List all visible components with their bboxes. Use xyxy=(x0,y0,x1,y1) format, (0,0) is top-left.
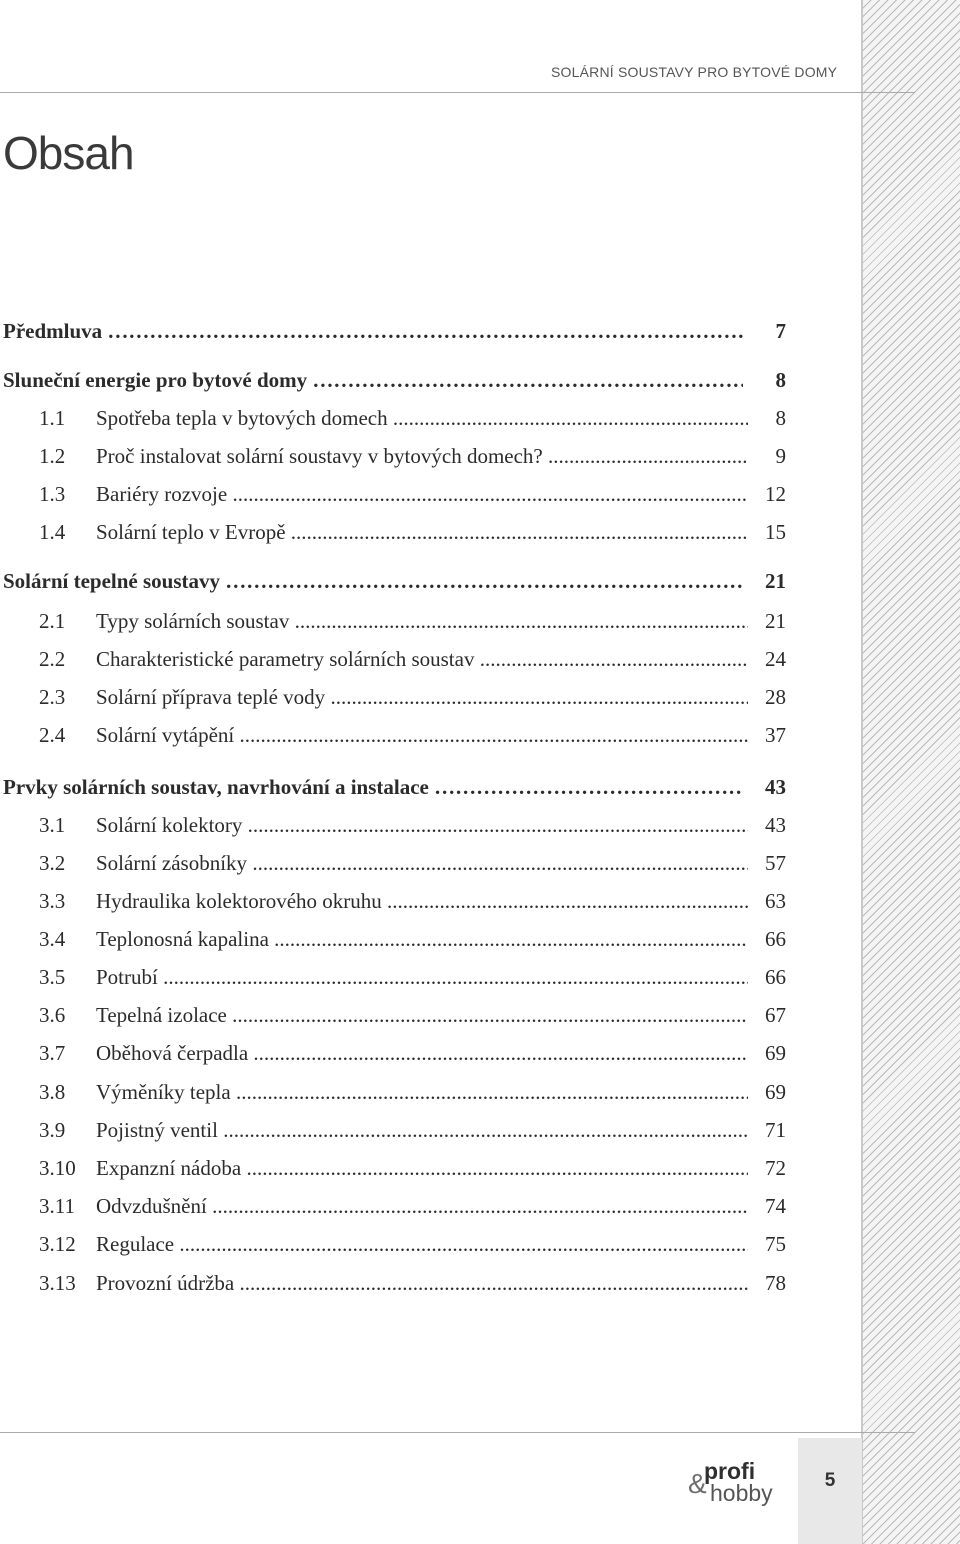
toc-entry-title: Oběhová čerpadla ..... xyxy=(96,1038,748,1068)
toc-section-number: 2.2 xyxy=(39,647,66,671)
toc-section-number: 3.4 xyxy=(39,927,66,951)
toc-section-number: 2.4 xyxy=(39,723,66,747)
stripe-edge-line xyxy=(861,0,863,1544)
toc-entry-title: Bariéry rozvoje ..... xyxy=(96,479,748,509)
toc-entry-title: Výměníky tepla ..... xyxy=(96,1077,748,1107)
toc-entry-title: Expanzní nádoba ..... xyxy=(96,1153,748,1183)
toc-page-number: 8 xyxy=(775,406,786,430)
toc-section-entry xyxy=(0,810,800,840)
toc-section-entry xyxy=(0,441,800,471)
toc-section-number: 3.8 xyxy=(39,1080,66,1104)
toc-entry-title: Solární příprava teplé vody ..... xyxy=(96,682,748,712)
toc-section-number: 3.5 xyxy=(39,965,66,989)
toc-section-entry xyxy=(0,1153,800,1183)
toc-section-entry xyxy=(0,606,800,636)
toc-entry-title: Solární tepelné soustavy ………………………………………………………………………………………………………………………… xyxy=(3,566,743,596)
toc-page-number: 67 xyxy=(765,1003,786,1027)
logo-ampersand: & xyxy=(688,1468,707,1499)
toc-section-number: 3.2 xyxy=(39,851,66,875)
page-title: Obsah xyxy=(3,127,134,179)
toc-section-entry xyxy=(0,886,800,916)
page-number: 5 xyxy=(824,1470,836,1491)
toc-page-number: 24 xyxy=(765,647,786,671)
toc-entry-title: Sluneční energie pro bytové domy ………………………………………………………………………………………………………………………… xyxy=(3,365,743,395)
toc-entry-title: Pojistný ventil ..... xyxy=(96,1115,748,1145)
toc-page-number: 72 xyxy=(765,1156,786,1180)
toc-entry-title: Předmluva ………………………………………………………………………………………………………………………… xyxy=(3,316,743,346)
toc-entry-title: Odvzdušnění ..... xyxy=(96,1191,748,1221)
toc-page-number: 43 xyxy=(765,775,786,799)
toc-section-entry xyxy=(0,682,800,712)
toc-section-entry xyxy=(0,1000,800,1030)
toc-entry-title: Prvky solárních soustav, navrhování a instalace ………………………………………………………………………………………………………………………… xyxy=(3,772,743,802)
toc-section-entry xyxy=(0,720,800,750)
toc-section-entry xyxy=(0,1115,800,1145)
toc-section-number: 2.1 xyxy=(39,609,66,633)
toc-page-number: 37 xyxy=(765,723,786,747)
toc-page-number: 66 xyxy=(765,927,786,951)
toc-section-number: 1.4 xyxy=(39,520,66,544)
toc-page-number: 43 xyxy=(765,813,786,837)
toc-chapter-entry xyxy=(0,316,800,346)
toc-page-number: 7 xyxy=(775,319,786,343)
toc-entry-title: Solární teplo v Evropě ..... xyxy=(96,517,748,547)
toc-section-entry xyxy=(0,1038,800,1068)
toc-page-number: 71 xyxy=(765,1118,786,1142)
toc-entry-title: Regulace ..... xyxy=(96,1229,748,1259)
toc-page-number: 9 xyxy=(775,444,786,468)
toc-entry-title: Provozní údržba ..... xyxy=(96,1268,748,1298)
toc-entry-title: Proč instalovat solární soustavy v bytových domech? ..... xyxy=(96,441,748,471)
toc-page-number: 63 xyxy=(765,889,786,913)
toc-entry-title: Spotřeba tepla v bytových domech ..... xyxy=(96,403,748,433)
toc-entry-title: Solární vytápění ..... xyxy=(96,720,748,750)
toc-entry-title: Charakteristické parametry solárních soustav ..... xyxy=(96,644,748,674)
toc-page-number: 21 xyxy=(765,569,786,593)
toc-section-number: 3.13 xyxy=(39,1271,76,1295)
toc-section-entry xyxy=(0,848,800,878)
toc-page-number: 21 xyxy=(765,609,786,633)
toc-entry-title: Tepelná izolace ..... xyxy=(96,1000,748,1030)
toc-section-entry xyxy=(0,1229,800,1259)
toc-entry-title: Solární kolektory ..... xyxy=(96,810,748,840)
toc-section-number: 3.9 xyxy=(39,1118,66,1142)
running-head: SOLÁRNÍ SOUSTAVY PRO BYTOVÉ DOMY xyxy=(551,64,838,80)
toc-entry-title: Teplonosná kapalina ..... xyxy=(96,924,748,954)
toc-section-number: 1.1 xyxy=(39,406,66,430)
toc-section-entry xyxy=(0,924,800,954)
toc-page-number: 57 xyxy=(765,851,786,875)
publisher-logo xyxy=(688,1458,778,1508)
toc-section-number: 3.10 xyxy=(39,1156,76,1180)
toc-section-number: 3.7 xyxy=(39,1041,66,1065)
toc-section-entry xyxy=(0,403,800,433)
toc-section-number: 3.1 xyxy=(39,813,66,837)
toc-section-entry xyxy=(0,517,800,547)
toc-section-number: 3.12 xyxy=(39,1232,76,1256)
toc-page-number: 15 xyxy=(765,520,786,544)
toc-section-entry xyxy=(0,1268,800,1298)
toc-page-number: 28 xyxy=(765,685,786,709)
toc-page-number: 78 xyxy=(765,1271,786,1295)
decorative-stripe-band xyxy=(862,0,960,1544)
toc-page-number: 69 xyxy=(765,1041,786,1065)
toc-section-entry xyxy=(0,962,800,992)
header-rule xyxy=(0,92,915,93)
toc-page-number: 74 xyxy=(765,1194,786,1218)
logo-hobby: hobby xyxy=(710,1480,773,1506)
toc-section-number: 1.2 xyxy=(39,444,66,468)
toc-section-entry xyxy=(0,479,800,509)
toc-entry-title: Hydraulika kolektorového okruhu ..... xyxy=(96,886,748,916)
toc-page-number: 75 xyxy=(765,1232,786,1256)
toc-section-number: 1.3 xyxy=(39,482,66,506)
toc-entry-title: Typy solárních soustav ..... xyxy=(96,606,748,636)
toc-section-number: 3.11 xyxy=(39,1194,75,1218)
toc-section-entry xyxy=(0,1077,800,1107)
toc-page-number: 66 xyxy=(765,965,786,989)
toc-section-number: 3.3 xyxy=(39,889,66,913)
toc-entry-title: Potrubí ..... xyxy=(96,962,748,992)
toc-page-number: 8 xyxy=(775,368,786,392)
logo-profi: profi xyxy=(704,1458,756,1484)
toc-section-entry xyxy=(0,644,800,674)
toc-page-number: 69 xyxy=(765,1080,786,1104)
footer-rule xyxy=(0,1432,915,1433)
toc-page-number: 12 xyxy=(765,482,786,506)
toc-entry-title: Solární zásobníky ..... xyxy=(96,848,748,878)
toc-chapter-entry xyxy=(0,566,800,596)
toc-section-number: 3.6 xyxy=(39,1003,66,1027)
toc-chapter-entry xyxy=(0,772,800,802)
toc-section-number: 2.3 xyxy=(39,685,66,709)
toc-section-entry xyxy=(0,1191,800,1221)
toc-chapter-entry xyxy=(0,365,800,395)
